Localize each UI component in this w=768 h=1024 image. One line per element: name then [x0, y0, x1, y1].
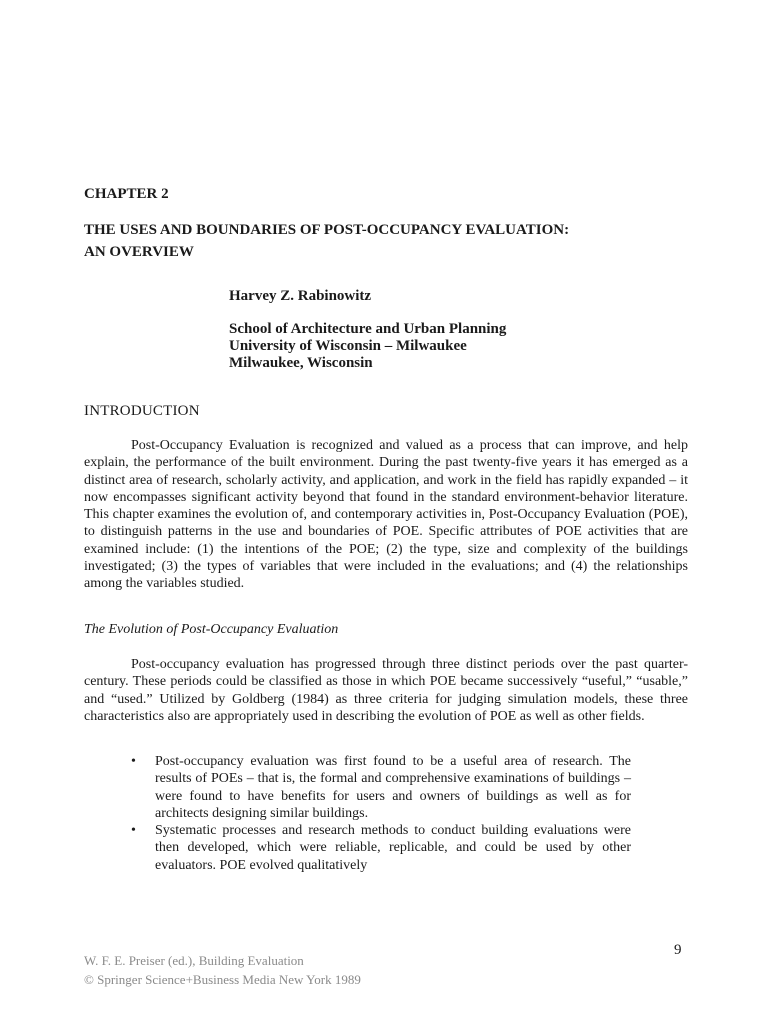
author-name: Harvey Z. Rabinowitz: [229, 288, 372, 304]
bullet-icon: •: [131, 754, 136, 769]
section-heading-introduction: INTRODUCTION: [84, 403, 200, 419]
introduction-paragraph: Post-Occupancy Evaluation is recognized and valued as a process that can improve, and help explain, the performance of the built environment. During the past twenty-five years it has emerged as a distinct area of research, scholarly activity, and application, and work in the field has rapidly expanded – it now encompasses significant activity beyond that found in the standard environment-behavior literature. This chapter examines the evolution of, and contemporary activities in, Post-Occupancy Evaluation (POE), to distinguish patterns in the use and boundaries of POE. Specific attributes of POE activities that are examined include: (1) the intentions of the POE; (2) the type, size and complexity of the buildings investigated; (3) the types of variables that were included in the evaluations; and (4) the relationships among the variables studied.: [84, 438, 688, 592]
chapter-title: [84, 219, 569, 263]
footer-line-2: © Springer Science+Business Media New York 1989: [84, 972, 361, 987]
chapter-title-line-1: THE USES AND BOUNDARIES OF POST-OCCUPANCY EVALUATION:: [84, 222, 570, 238]
list-item-text: Systematic processes and research methods to conduct building evaluations were then developed, which were reliable, replicable, and could be used by other evaluators. POE evolved qualitatively: [155, 823, 631, 873]
list-item-text: Post-occupancy evaluation was first found to be a useful area of research. The results of POEs – that is, the formal and comprehensive examinations of buildings – were found to have benefits for users and owners of buildings as well as for architects designing similar buildings.: [155, 754, 631, 821]
affiliation-line-2: University of Wisconsin – Milwaukee: [229, 338, 467, 354]
author-affiliation: [229, 321, 506, 372]
list-item: [131, 822, 631, 874]
bullet-icon: •: [131, 823, 136, 839]
chapter-label: CHAPTER 2: [84, 186, 169, 202]
subsection-heading-evolution: The Evolution of Post-Occupancy Evaluation: [84, 622, 339, 637]
evolution-paragraph: Post-occupancy evaluation has progressed through three distinct periods over the past quarter-century. These periods could be classified as those in which POE became successively “useful,” “usable,” and “used.” Utilized by Goldberg (1984) as three criteria for judging simulation models, these three characteristics also are appropriately used in describing the evolution of POE as well as other fields.: [84, 657, 688, 724]
affiliation-line-3: Milwaukee, Wisconsin: [229, 355, 373, 371]
page-number: 9: [674, 942, 682, 958]
chapter-title-line-2: AN OVERVIEW: [84, 244, 194, 260]
list-item: [131, 753, 631, 822]
footer-citation: [84, 951, 361, 989]
footer-line-1: W. F. E. Preiser (ed.), Building Evaluation: [84, 953, 304, 968]
affiliation-line-1: School of Architecture and Urban Planning: [229, 321, 507, 337]
evolution-bullet-list: [131, 753, 631, 874]
